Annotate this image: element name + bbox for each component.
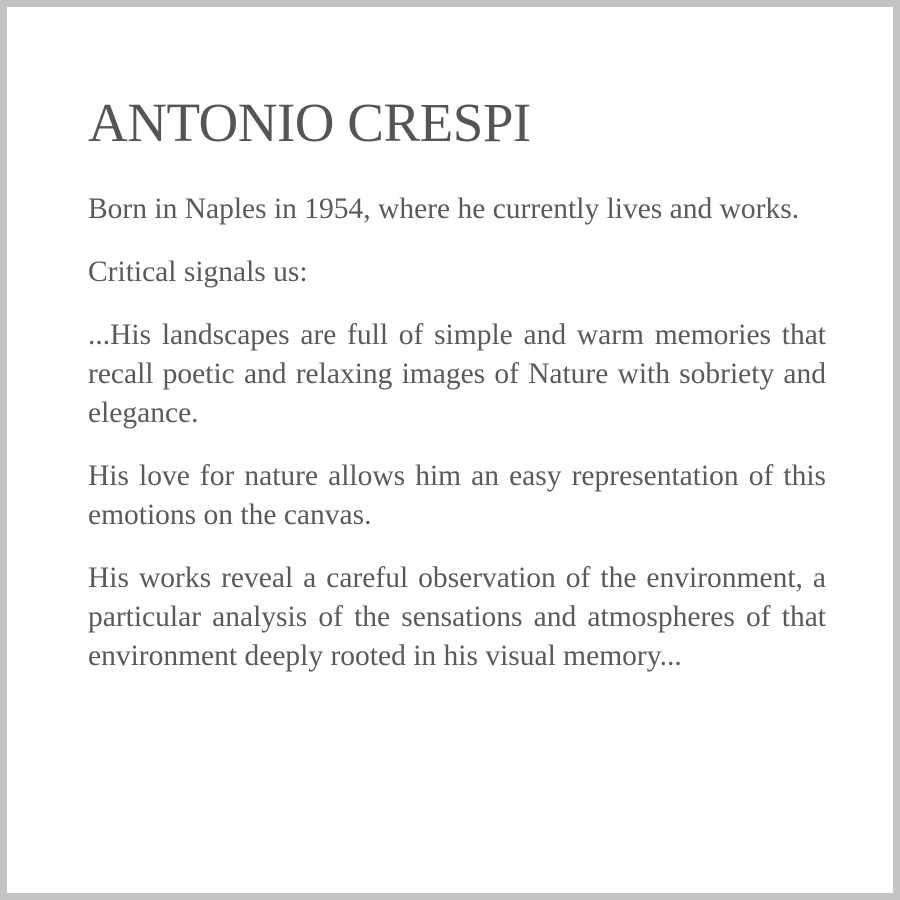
bio-birth-paragraph: Born in Naples in 1954, where he currently lives and works. xyxy=(88,193,800,225)
bio-critics-intro: Critical signals us: xyxy=(88,256,308,288)
artist-name-heading: ANTONIO CRESPI xyxy=(88,92,531,153)
bio-quote-paragraph-1: ...His landscapes are full of simple and warm memories that recall poetic and relaxing images of Nature with sobriety and elegance. xyxy=(88,319,826,429)
artist-bio-card xyxy=(88,90,826,676)
bio-quote-paragraph-3: His works reveal a careful observation of the environment, a particular analysis of the sensations and atmospheres of that environment deeply rooted in his visual memory... xyxy=(88,562,826,672)
bio-quote-paragraph-2: His love for nature allows him an easy representation of this emotions on the canvas. xyxy=(88,460,826,531)
